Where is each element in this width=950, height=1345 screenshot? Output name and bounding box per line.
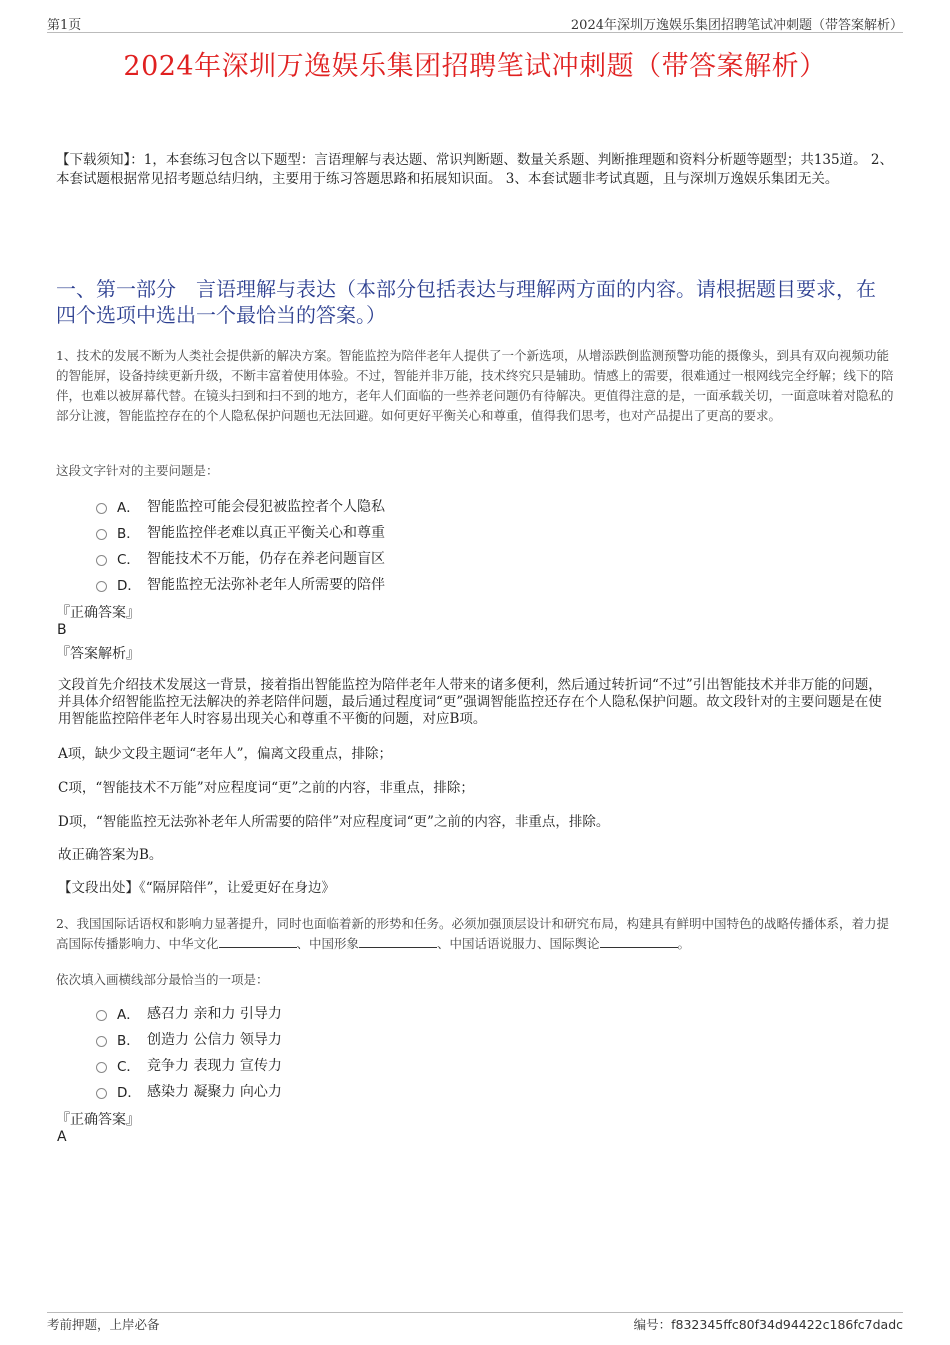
option-text: 感染力 凝聚力 向心力 bbox=[147, 1084, 282, 1100]
question-1-options bbox=[96, 493, 385, 597]
analysis-text: 文段首先介绍技术发展这一背景，接着指出智能监控为陪伴老年人带来的诸多便利，然后通过转折词“不过”引出智能技术并非万能的问题，并具体介绍智能监控无法解决的养老陪伴问题，最后通过程度词“更”强调智能监控还存在个人隐私保护问题。故文段针对的主要问题是在使用智能监控陪伴老年人时容易出现关心和尊重不平衡的问题，对应B项。 bbox=[58, 677, 882, 727]
option-a[interactable] bbox=[96, 1000, 282, 1026]
question-2-text-part: 、中国形象 bbox=[296, 936, 360, 951]
download-notice: 【下载须知】：1，本套练习包含以下题型：言语理解与表达题、常识判断题、数量关系题、判断推理题和资料分析题等题型；共135道。 2、本套试题根据常见招考题总结归纳，主要用于练习答题思路和拓展知识面。 3、本套试题非考试真题，且与深圳万逸娱乐集团无关。 bbox=[56, 152, 893, 187]
option-d[interactable] bbox=[96, 571, 385, 597]
question-2-options bbox=[96, 1000, 282, 1104]
page-header-right: 2024年深圳万逸娱乐集团招聘笔试冲刺题（带答案解析） bbox=[570, 18, 903, 33]
option-c[interactable] bbox=[96, 545, 385, 571]
option-b[interactable] bbox=[96, 519, 385, 545]
header-divider bbox=[47, 32, 903, 33]
analysis-label: 『答案解析』 bbox=[56, 646, 140, 662]
radio-button-icon[interactable] bbox=[96, 555, 107, 566]
answer-value: A bbox=[57, 1129, 67, 1145]
analysis-note-a: A项，缺少文段主题词“老年人”，偏离文段重点，排除； bbox=[58, 746, 393, 762]
question-1-text: 1、技术的发展不断为人类社会提供新的解决方案。智能监控为陪伴老年人提供了一个新选项，从增添跌倒监测预警功能的摄像头，到具有双向视频功能的智能屏，设备持续更新升级，不断丰富着使用体验。不过，智能并非万能，技术终究只是辅助。情感上的需要，很难通过一根网线完全纾解；线下的陪伴，也难以被屏幕代替。在镜头扫到和扫不到的地方，老年人们面临的一些养老问题仍有待解决。更值得注意的是，一面承载关切，一面意味着对隐私的部分让渡，智能监控存在的个人隐私保护问题也无法回避。如何更好平衡关心和尊重，值得我们思考，也对产品提出了更高的要求。 bbox=[56, 348, 894, 423]
fill-blank[interactable] bbox=[359, 935, 437, 948]
option-letter: A． bbox=[117, 500, 140, 516]
question-2-text-part: 、中国话语说服力、国际舆论 bbox=[437, 936, 600, 951]
option-letter: C． bbox=[117, 1059, 140, 1075]
option-text: 创造力 公信力 领导力 bbox=[147, 1032, 282, 1048]
radio-button-icon[interactable] bbox=[96, 1010, 107, 1021]
option-text: 智能监控无法弥补老年人所需要的陪伴 bbox=[147, 577, 385, 593]
option-b[interactable] bbox=[96, 1026, 282, 1052]
option-text: 竞争力 表现力 宣传力 bbox=[147, 1058, 282, 1074]
question-2-prompt: 依次填入画横线部分最恰当的一项是： bbox=[56, 972, 269, 987]
fill-blank[interactable] bbox=[600, 935, 678, 948]
option-c[interactable] bbox=[96, 1052, 282, 1078]
page-header-left: 第1页 bbox=[47, 18, 82, 33]
radio-button-icon[interactable] bbox=[96, 1036, 107, 1047]
analysis-conclusion: 故正确答案为B。 bbox=[58, 847, 163, 863]
analysis-note-d: D项，“智能监控无法弥补老年人所需要的陪伴”对应程度词“更”之前的内容，非重点，排除。 bbox=[58, 814, 610, 830]
option-letter: C． bbox=[117, 552, 140, 568]
footer-divider bbox=[47, 1312, 903, 1313]
radio-button-icon[interactable] bbox=[96, 581, 107, 592]
question-2-text-part: 2、我国国际话语权和影响力显著提升，同时也面临着新的形势和任务。必须加强顶层设计和研究布局，构建具有鲜明中国特色的战略传播体系，着力提高国际传播影响力、中华文化 bbox=[56, 916, 889, 951]
option-text: 智能监控伴老难以真正平衡关心和尊重 bbox=[147, 525, 385, 541]
footer-code-label: 编号： bbox=[633, 1317, 672, 1332]
option-letter: B． bbox=[117, 1033, 140, 1049]
fill-blank[interactable] bbox=[219, 935, 297, 948]
radio-button-icon[interactable] bbox=[96, 1088, 107, 1099]
option-letter: D． bbox=[117, 1085, 141, 1101]
footer-code-value: f832345ffc80f34d94422c186fc7dadc bbox=[671, 1317, 903, 1332]
option-letter: D． bbox=[117, 578, 141, 594]
option-text: 智能监控可能会侵犯被监控者个人隐私 bbox=[147, 499, 385, 515]
radio-button-icon[interactable] bbox=[96, 1062, 107, 1073]
analysis-note-c: C项，“智能技术不万能”对应程度词“更”之前的内容，非重点，排除； bbox=[58, 780, 474, 796]
answer-label: 『正确答案』 bbox=[56, 1112, 140, 1128]
section-heading: 一、第一部分 言语理解与表达（本部分包括表达与理解两方面的内容。请根据题目要求，在四个选项中选出一个最恰当的答案。） bbox=[56, 277, 876, 327]
option-letter: B． bbox=[117, 526, 140, 542]
question-2-text-part: 。 bbox=[677, 936, 691, 951]
answer-label: 『正确答案』 bbox=[56, 605, 140, 621]
footer-code bbox=[634, 1315, 903, 1333]
radio-button-icon[interactable] bbox=[96, 529, 107, 540]
option-text: 智能技术不万能，仍存在养老问题盲区 bbox=[147, 551, 385, 567]
question-2-text bbox=[56, 914, 898, 954]
answer-value: B bbox=[57, 622, 67, 638]
text-source: 【文段出处】《“隔屏陪伴”，让爱更好在身边》 bbox=[58, 880, 336, 896]
question-1-prompt: 这段文字针对的主要问题是： bbox=[56, 463, 219, 478]
footer-slogan: 考前押题，上岸必备 bbox=[47, 1317, 160, 1332]
option-a[interactable] bbox=[96, 493, 385, 519]
page-title: 2024年深圳万逸娱乐集团招聘笔试冲刺题（带答案解析） bbox=[123, 51, 827, 82]
radio-button-icon[interactable] bbox=[96, 503, 107, 514]
option-text: 感召力 亲和力 引导力 bbox=[147, 1006, 282, 1022]
option-d[interactable] bbox=[96, 1078, 282, 1104]
option-letter: A． bbox=[117, 1007, 140, 1023]
